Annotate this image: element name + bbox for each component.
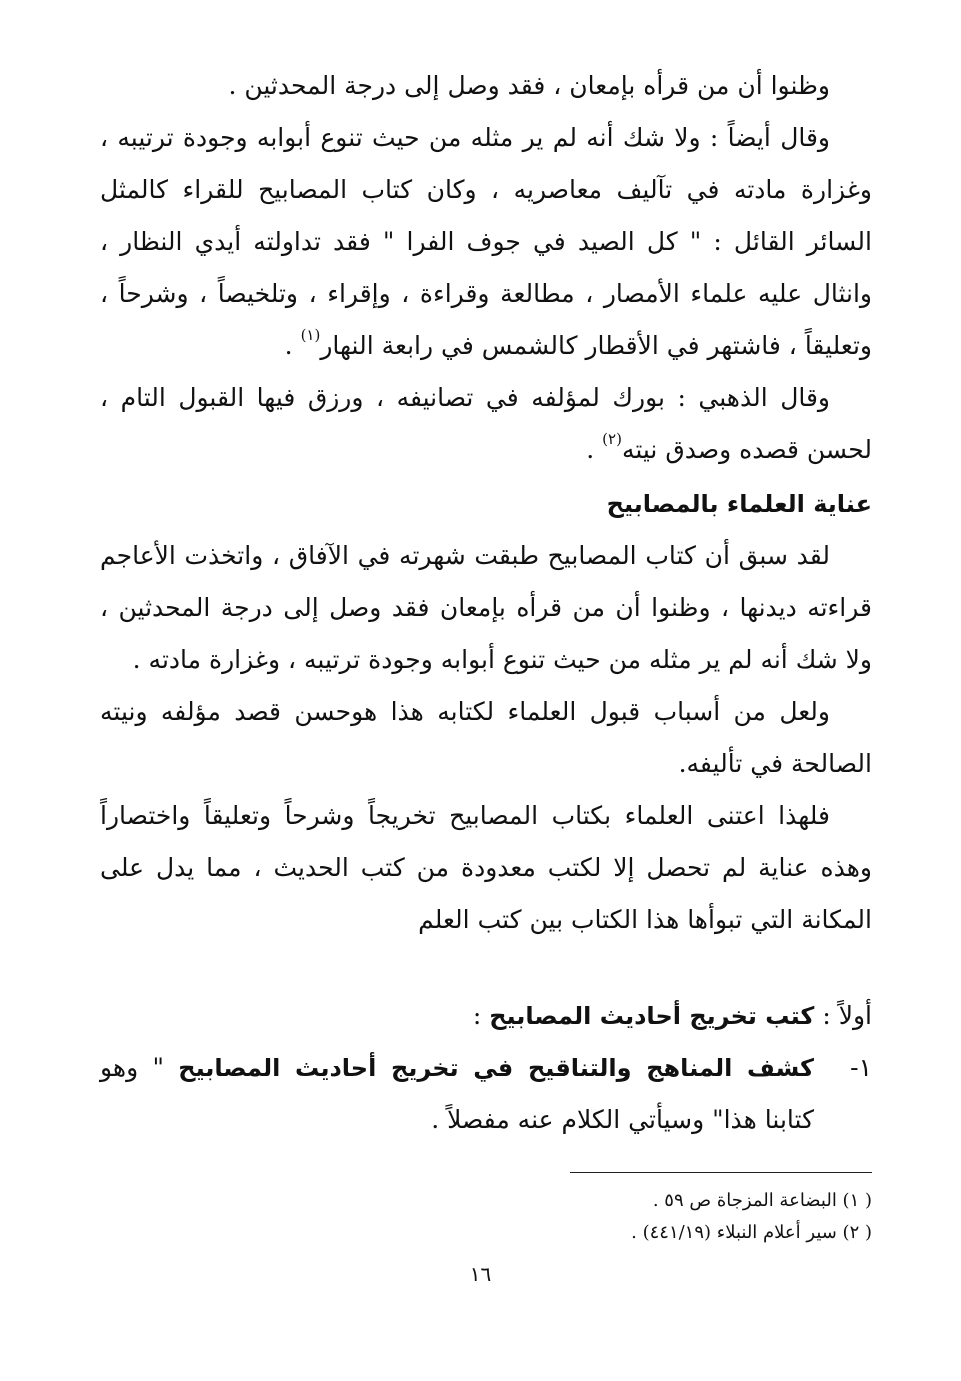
paragraph-2-text: وقال أيضاً : ولا شك أنه لم ير مثله من حيث تنوع أبوابه وجودة ترتيبه ، وغزارة مادته في تآليف معاصريه ، وكان كتاب المصابيح للقراء كالمثل السائر القائل : " كل الصيد في جوف الفرا " فقد تداولته أيدي النظار ، وانثال عليه علماء الأمصار ، مطالعة وقراءة ، وإقراء ، وتلخيصاً ، وشرحاً ، وتعليقاً ، فاشتهر في الأقطار كالشمس في رابعة النهار [100, 123, 872, 360]
subheading-title: كتب تخريج أحاديث المصابيح [489, 1002, 815, 1030]
list-item-title: كشف المناهج والتناقيح في تخريج أحاديث المصابيح [178, 1054, 814, 1082]
section-heading: عناية العلماء بالمصابيح [606, 490, 872, 518]
footnote-ref-2: (٢) [602, 430, 622, 448]
subheading-suffix: : [472, 1001, 482, 1030]
footnote-2: ( ٢) سير أعلام النبلاء (٤٤١/١٩) . [631, 1222, 872, 1243]
paragraph-3-text: وقال الذهبي : بورك لمؤلفه في تصانيفه ، ورزق فيها القبول التام ، لحسن قصده وصدق نيته [100, 383, 872, 464]
subheading-prefix: أولاً : [822, 1001, 872, 1030]
page-body [100, 60, 872, 1146]
paragraph-1: وظنوا أن من قرأه بإمعان ، فقد وصل إلى درجة المحدثين . [228, 71, 830, 100]
footnote-divider [570, 1172, 872, 1173]
footnotes [372, 1185, 872, 1249]
paragraph-2 [100, 112, 872, 372]
paragraph-2-end: . [284, 331, 293, 360]
paragraph-5: ولعل من أسباب قبول العلماء لكتابه هذا هوحسن قصد مؤلفه ونيته الصالحة في تأليفه. [100, 697, 872, 778]
list-item-1 [100, 1042, 872, 1146]
subheading [100, 990, 872, 1042]
paragraph-6: فلهذا اعتنى العلماء بكتاب المصابيح تخريجاً وشرحاً وتعليقاً واختصاراً وهذه عناية لم تحصل إلا لكتب معدودة من كتب الحديث ، مما يدل على المكانة التي تبوأها هذا الكتاب بين كتب العلم [100, 801, 872, 934]
list-item-rest: " وهو كتابنا هذا" وسيأتي الكلام عنه مفصلاً . [100, 1053, 814, 1134]
footnote-1: ( ١) البضاعة المزجاة ص ٥٩ . [652, 1190, 872, 1211]
page-number: ١٦ [469, 1262, 492, 1286]
paragraph-3 [100, 372, 872, 476]
paragraph-4: لقد سبق أن كتاب المصابيح طبقت شهرته في الآفاق ، واتخذت الأعاجم قراءته ديدنها ، وظنوا أن من قرأه بإمعان فقد وصل إلى درجة المحدثين ، ولا شك أنه لم ير مثله من حيث تنوع أبوابه وجودة ترتيبه ، وغزارة مادته . [100, 541, 872, 674]
spacer [100, 946, 872, 990]
list-item-number: ١- [850, 1053, 872, 1082]
paragraph-3-end: . [586, 435, 595, 464]
footnote-ref-1: (١) [300, 326, 321, 344]
